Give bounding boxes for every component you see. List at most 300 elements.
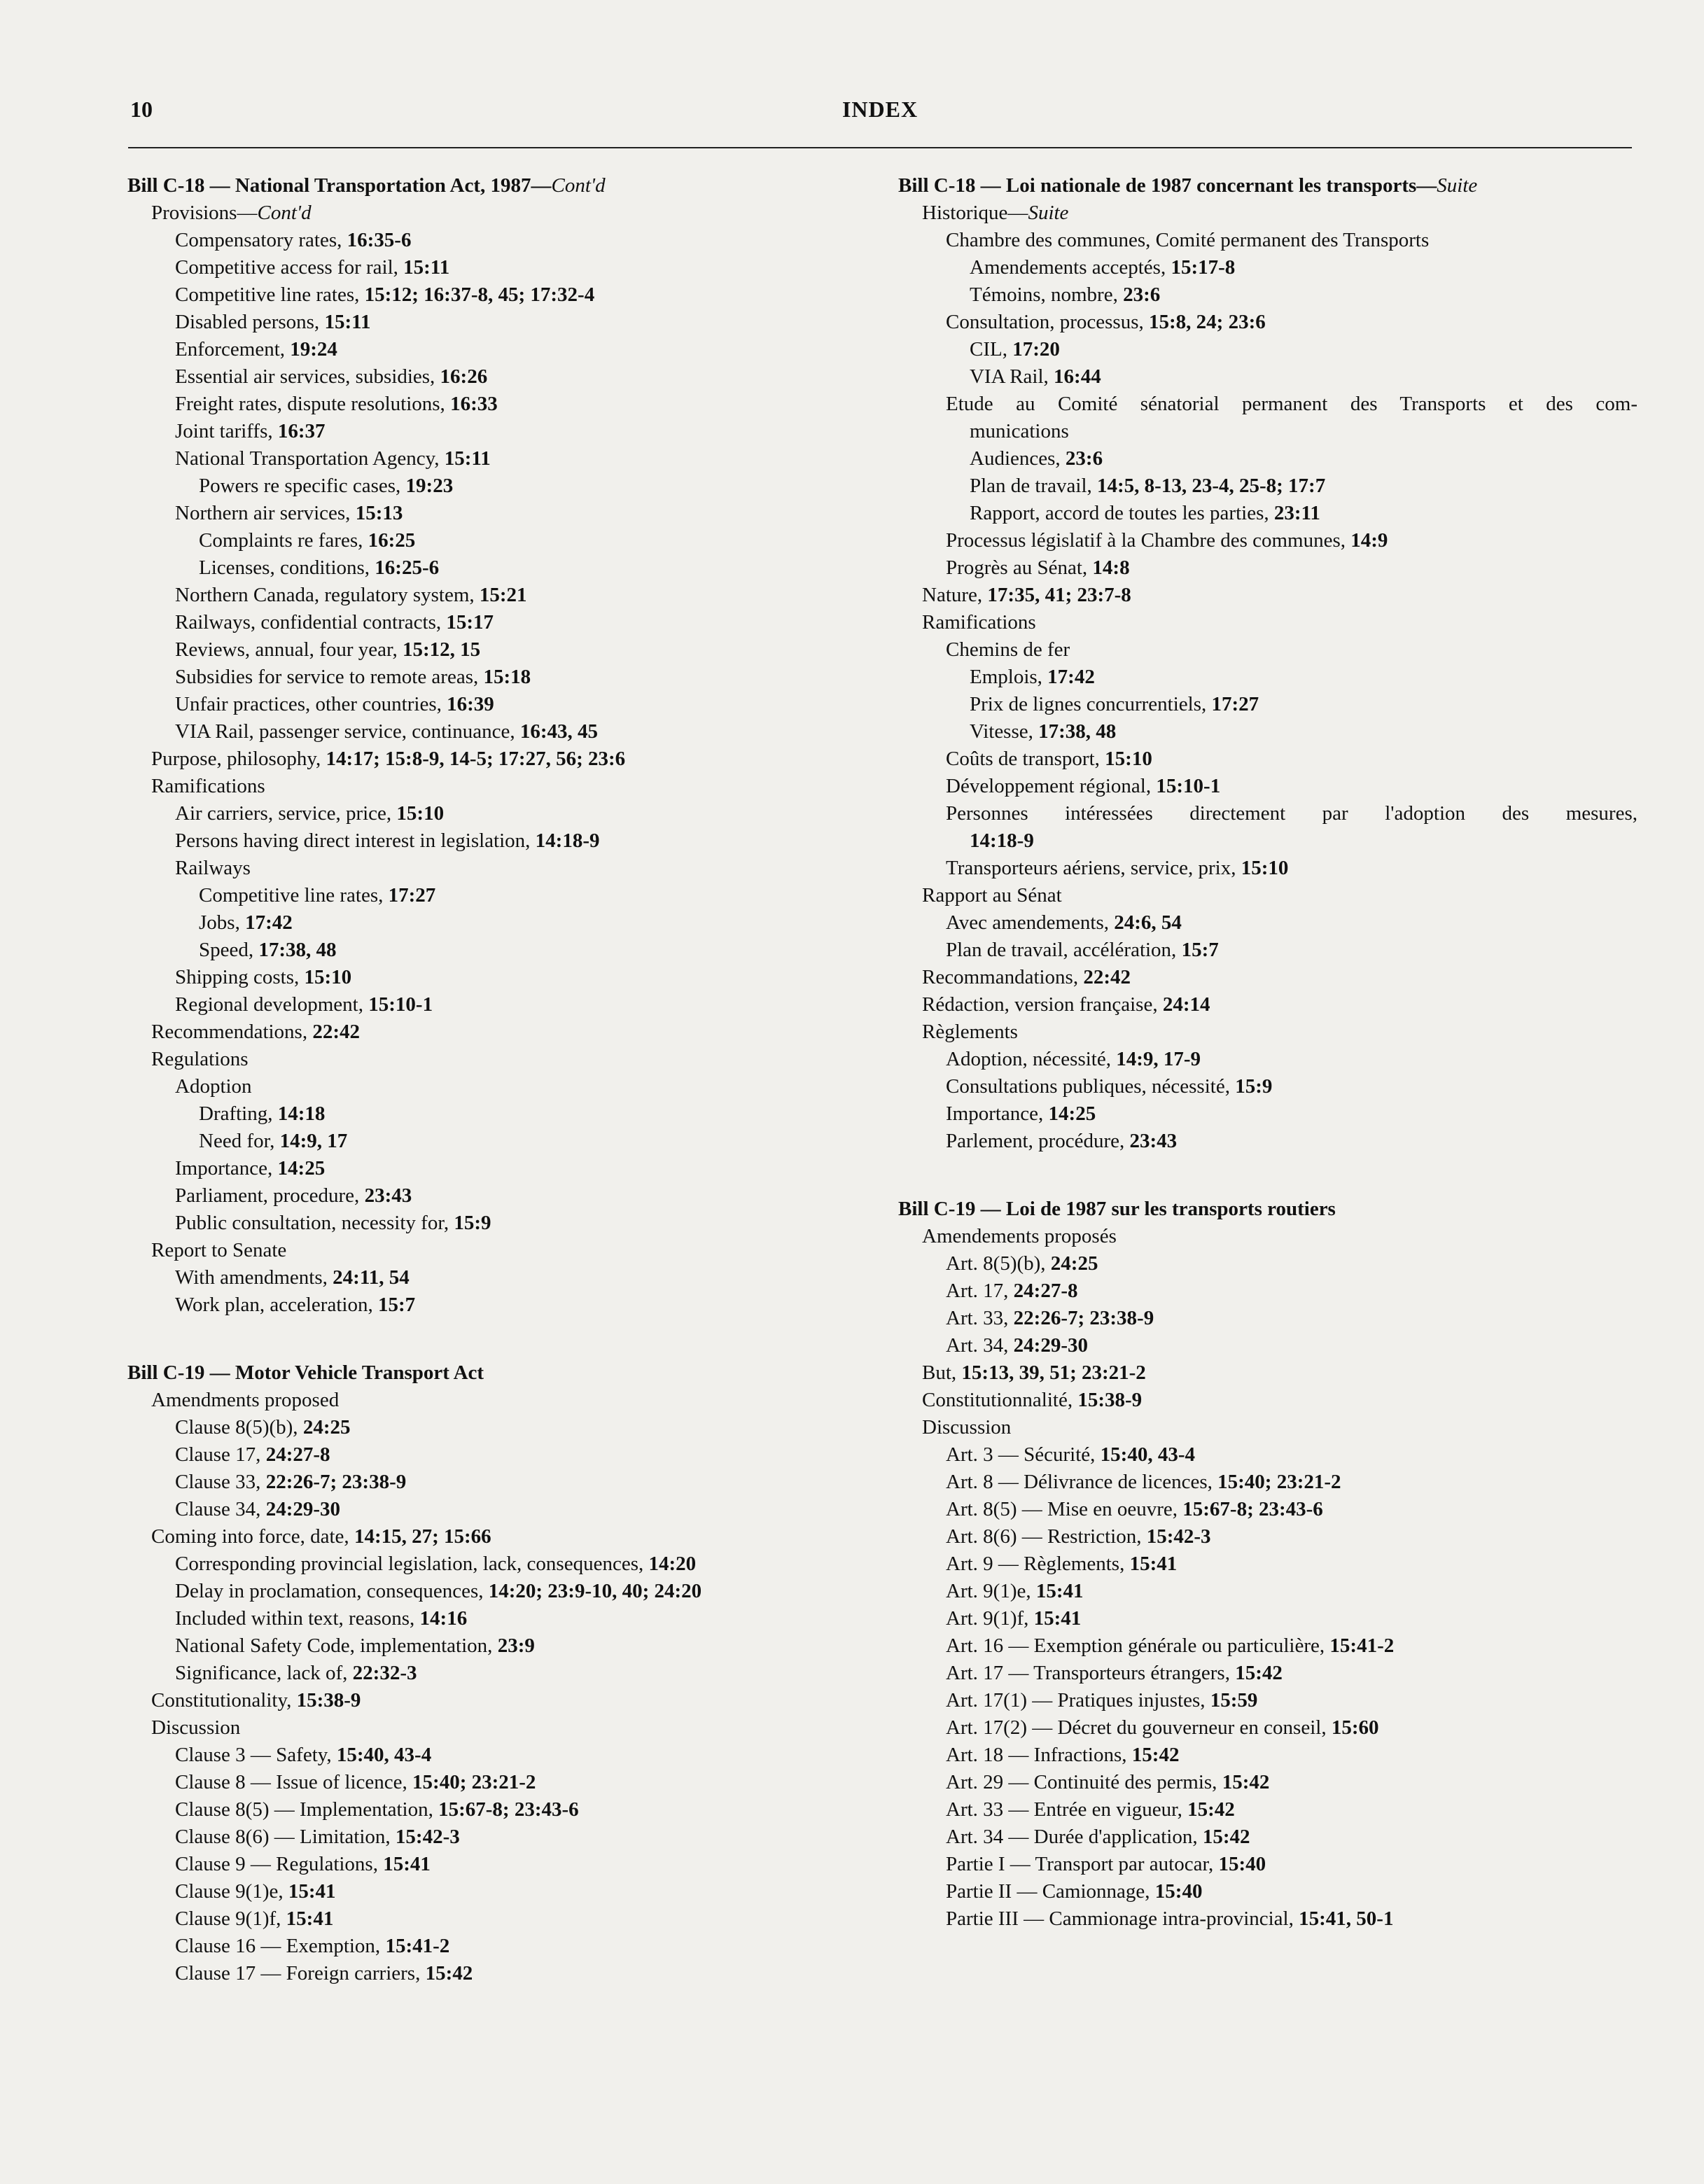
index-entry — [127, 1237, 870, 1264]
entry-term: Recommendations, — [151, 1021, 313, 1043]
entry-term: Joint tariffs, — [175, 420, 278, 442]
index-entry — [898, 882, 1640, 909]
page-reference: 15:8, 24; 23:6 — [1149, 311, 1266, 333]
page-reference: 24:29-30 — [1013, 1334, 1088, 1357]
page-reference: 24:27-8 — [1013, 1280, 1078, 1302]
index-entry — [127, 1960, 870, 1987]
page-reference: 14:9, 17 — [279, 1130, 348, 1152]
index-entry — [898, 1714, 1640, 1742]
page-reference: 15:42 — [1235, 1662, 1283, 1684]
index-entry — [127, 1878, 870, 1905]
index-entry — [898, 1332, 1640, 1359]
entry-term: Rédaction, version française, — [922, 993, 1163, 1016]
page-reference: 17:38, 48 — [1038, 720, 1117, 743]
index-entry — [127, 1018, 870, 1046]
page-reference: 15:40, 43-4 — [1100, 1443, 1195, 1466]
page-reference: 14:25 — [1048, 1102, 1096, 1125]
index-entry — [127, 227, 870, 254]
page-reference: 15:42 — [1131, 1744, 1180, 1766]
entry-term: Delay in proclamation, consequences, — [175, 1580, 489, 1602]
page-reference: 24:6, 54 — [1114, 911, 1182, 934]
index-entry — [127, 1100, 870, 1128]
index-entry — [898, 964, 1640, 991]
index-entry — [127, 200, 870, 227]
entry-term: Nature, — [922, 584, 988, 606]
page-reference: 22:26-7; 23:38-9 — [265, 1471, 407, 1493]
entry-term: Purpose, philosophy, — [151, 748, 326, 770]
entry-term: But, — [922, 1362, 962, 1384]
index-entry — [898, 1278, 1640, 1305]
entry-term: Développement régional, — [946, 775, 1157, 797]
index-entry — [127, 1469, 870, 1496]
page-reference: 16:39 — [447, 693, 494, 715]
entry-term: Etude au Comité sénatorial permanent des Transports et des com- — [946, 393, 1637, 415]
page-reference: 15:13, 39, 51; 23:21-2 — [961, 1362, 1146, 1384]
index-entry — [127, 309, 870, 336]
entry-term: Transporteurs aériens, service, prix, — [946, 857, 1241, 879]
index-entry — [127, 1742, 870, 1769]
page-reference: 15:10 — [396, 802, 445, 825]
page-reference: 24:27-8 — [265, 1443, 330, 1466]
entry-term: Avec amendements, — [946, 911, 1115, 934]
entry-term: CIL, — [970, 338, 1013, 360]
index-entry — [127, 281, 870, 309]
entry-term: Ramifications — [922, 611, 1036, 634]
index-entry — [898, 336, 1640, 363]
page-reference: 17:20 — [1012, 338, 1060, 360]
continued-label: Cont'd — [551, 174, 606, 197]
entry-term: Jobs, — [199, 911, 246, 934]
index-entry — [898, 827, 1640, 855]
entry-term: Included within text, reasons, — [175, 1607, 420, 1630]
left-index-column — [127, 172, 870, 1987]
index-entry — [127, 1414, 870, 1441]
index-entry — [898, 1250, 1640, 1278]
entry-term: Work plan, acceleration, — [175, 1294, 378, 1316]
index-entry — [127, 472, 870, 500]
page-reference: 15:59 — [1210, 1689, 1258, 1712]
entry-term: Audiences, — [970, 447, 1066, 470]
index-entry — [898, 418, 1640, 445]
page-reference: 22:32-3 — [352, 1662, 417, 1684]
entry-term: Corresponding provincial legislation, lack, consequences, — [175, 1553, 649, 1575]
page-reference: 15:17 — [446, 611, 494, 634]
index-entry — [898, 1223, 1640, 1250]
index-entry — [127, 418, 870, 445]
entry-term: Art. 18 — Infractions, — [946, 1744, 1132, 1766]
entry-term: Prix de lignes concurrentiels, — [970, 693, 1212, 715]
entry-term: Subsidies for service to remote areas, — [175, 666, 484, 688]
page-reference: 19:23 — [405, 475, 454, 497]
entry-term: Clause 8(6) — Limitation, — [175, 1826, 396, 1848]
entry-term: Rapport, accord de toutes les parties, — [970, 502, 1274, 524]
page-reference: 15:60 — [1331, 1716, 1379, 1739]
entry-term: Clause 8(5)(b), — [175, 1416, 303, 1438]
index-entry — [127, 855, 870, 882]
entry-term: Clause 3 — Safety, — [175, 1744, 337, 1766]
index-entry — [898, 1523, 1640, 1550]
bill-title: Bill C-19 — Loi de 1987 sur les transports routiers — [898, 1198, 1336, 1220]
entry-term: Regulations — [151, 1048, 249, 1070]
page-reference: 24:25 — [302, 1416, 351, 1438]
index-entry — [127, 445, 870, 472]
index-entry — [127, 554, 870, 582]
entry-term: Clause 9(1)e, — [175, 1880, 288, 1903]
index-entry — [127, 1496, 870, 1523]
page-reference: 15:9 — [1235, 1075, 1273, 1098]
page-reference: 15:41-2 — [385, 1935, 450, 1957]
entry-term: Adoption, nécessité, — [946, 1048, 1117, 1070]
entry-term: Clause 33, — [175, 1471, 266, 1493]
page-reference: 14:15, 27; 15:66 — [354, 1525, 491, 1548]
entry-term: Need for, — [199, 1130, 280, 1152]
index-entry — [127, 500, 870, 527]
page-reference: 24:29-30 — [265, 1498, 341, 1520]
index-entry — [127, 1550, 870, 1578]
index-entry — [898, 1550, 1640, 1578]
page-reference: 16:43, 45 — [519, 720, 599, 743]
page-reference: 15:17-8 — [1171, 256, 1236, 279]
page-reference: 15:10-1 — [368, 993, 433, 1016]
index-entry — [898, 1046, 1640, 1073]
entry-term: Complaints re fares, — [199, 529, 368, 552]
entry-term: Consultation, processus, — [946, 311, 1149, 333]
page-reference: 15:41, 50-1 — [1299, 1907, 1394, 1930]
continued-label: Cont'd — [257, 202, 312, 224]
continued-label: Suite — [1028, 202, 1069, 224]
section-gap — [127, 1319, 870, 1359]
entry-term: Importance, — [946, 1102, 1049, 1125]
section-gap — [898, 1155, 1640, 1196]
entry-term: Partie III — Cammionage intra-provincial, — [946, 1907, 1299, 1930]
entry-term: Art. 9(1)e, — [946, 1580, 1036, 1602]
index-entry — [898, 746, 1640, 773]
index-entry — [898, 363, 1640, 391]
page-reference: 14:8 — [1092, 556, 1130, 579]
entry-term: Art. 29 — Continuité des permis, — [946, 1771, 1222, 1793]
entry-term: Clause 17 — Foreign carriers, — [175, 1962, 426, 1984]
page-reference: 23:9 — [497, 1634, 535, 1657]
index-entry — [127, 1210, 870, 1237]
bill-title: Bill C-18 — National Transportation Act, 1987— — [127, 174, 552, 197]
page-reference: 15:42 — [1222, 1771, 1270, 1793]
page-reference: 24:11, 54 — [333, 1266, 410, 1289]
entry-term: Recommandations, — [922, 966, 1084, 988]
entry-term: Shipping costs, — [175, 966, 305, 988]
page-reference: 16:37 — [277, 420, 326, 442]
page-reference: 15:40; 23:21-2 — [412, 1771, 536, 1793]
page-reference: 14:9 — [1350, 529, 1388, 552]
page-reference: 15:42-3 — [395, 1826, 460, 1848]
entry-term: Air carriers, service, price, — [175, 802, 397, 825]
page-reference: 16:33 — [450, 393, 498, 415]
entry-term: Progrès au Sénat, — [946, 556, 1093, 579]
entry-term: Consultations publiques, nécessité, — [946, 1075, 1236, 1098]
page-reference: 24:25 — [1050, 1252, 1098, 1275]
entry-term: Clause 9(1)f, — [175, 1907, 286, 1930]
index-entry — [127, 1796, 870, 1823]
entry-term: Art. 8 — Délivrance de licences, — [946, 1471, 1218, 1493]
page-reference: 15:7 — [377, 1294, 416, 1316]
index-entry — [127, 1632, 870, 1660]
index-entry — [127, 1264, 870, 1292]
index-entry — [127, 964, 870, 991]
page-reference: 16:35-6 — [347, 229, 412, 251]
page-reference: 15:11 — [324, 311, 371, 333]
index-entry — [127, 1933, 870, 1960]
page-reference: 15:11 — [403, 256, 450, 279]
page-reference: 15:41 — [1129, 1553, 1178, 1575]
entry-term: Clause 9 — Regulations, — [175, 1853, 384, 1875]
page-reference: 17:35, 41; 23:7-8 — [987, 584, 1131, 606]
page-reference: 16:44 — [1054, 365, 1101, 388]
entry-term: Northern Canada, regulatory system, — [175, 584, 480, 606]
entry-term: Clause 8 — Issue of licence, — [175, 1771, 413, 1793]
page-reference: 17:38, 48 — [258, 939, 337, 961]
page-reference: 15:41 — [1035, 1580, 1084, 1602]
index-entry — [898, 1414, 1640, 1441]
index-entry — [898, 718, 1640, 746]
entry-term: Constitutionality, — [151, 1689, 297, 1712]
page-reference: 23:6 — [1065, 447, 1103, 470]
page-reference: 15:11 — [444, 447, 491, 470]
entry-term: munications — [970, 420, 1069, 442]
index-entry — [127, 1441, 870, 1469]
entry-term: Art. 3 — Sécurité, — [946, 1443, 1101, 1466]
page-reference: 23:43 — [364, 1184, 412, 1207]
index-entry — [127, 363, 870, 391]
index-entry — [898, 472, 1640, 500]
entry-term: Plan de travail, — [970, 475, 1098, 497]
entry-term: Art. 9(1)f, — [946, 1607, 1034, 1630]
entry-term: Constitutionnalité, — [922, 1389, 1078, 1411]
page-reference: 15:12, 15 — [402, 638, 481, 661]
page-reference: 15:42 — [1187, 1798, 1235, 1821]
index-entry — [898, 527, 1640, 554]
entry-term: Unfair practices, other countries, — [175, 693, 447, 715]
page-reference: 15:41 — [383, 1853, 431, 1875]
index-entry — [898, 773, 1640, 800]
page-reference: 22:26-7; 23:38-9 — [1013, 1307, 1154, 1329]
index-entry — [127, 882, 870, 909]
index-entry — [898, 1660, 1640, 1687]
index-entry — [127, 527, 870, 554]
page-reference: 22:42 — [312, 1021, 361, 1043]
entry-term: National Safety Code, implementation, — [175, 1634, 498, 1657]
entry-term: Competitive line rates, — [199, 884, 389, 906]
page-reference: 14:18-9 — [535, 830, 600, 852]
index-entry — [898, 1632, 1640, 1660]
entry-term: Art. 33 — Entrée en vigueur, — [946, 1798, 1188, 1821]
index-entry — [898, 1441, 1640, 1469]
page-header — [130, 97, 1630, 127]
entry-term: Processus législatif à la Chambre des communes, — [946, 529, 1351, 552]
index-entry — [127, 1578, 870, 1605]
entry-term: Chemins de fer — [946, 638, 1070, 661]
page-reference: 17:27 — [1211, 693, 1259, 715]
bill-heading — [127, 172, 870, 200]
index-entry — [127, 609, 870, 636]
entry-term: Partie II — Camionnage, — [946, 1880, 1155, 1903]
entry-term: Persons having direct interest in legislation, — [175, 830, 536, 852]
continued-label: Suite — [1437, 174, 1478, 197]
entry-term: Discussion — [922, 1416, 1012, 1438]
page-reference: 14:17; 15:8-9, 14-5; 17:27, 56; 23:6 — [326, 748, 626, 770]
index-entry — [898, 445, 1640, 472]
index-entry — [898, 1018, 1640, 1046]
page-reference: 15:38-9 — [296, 1689, 361, 1712]
page-reference: 17:42 — [245, 911, 293, 934]
index-entry — [127, 1073, 870, 1100]
page-reference: 14:9, 17-9 — [1116, 1048, 1201, 1070]
entry-term: Art. 8(5) — Mise en oeuvre, — [946, 1498, 1183, 1520]
entry-term: Parlement, procédure, — [946, 1130, 1130, 1152]
index-entry — [898, 391, 1640, 418]
entry-term: Rapport au Sénat — [922, 884, 1062, 906]
index-entry — [127, 1046, 870, 1073]
entry-term: Licenses, conditions, — [199, 556, 375, 579]
index-entry — [898, 636, 1640, 664]
page-reference: 14:20 — [648, 1553, 697, 1575]
index-entry — [898, 800, 1640, 827]
page-reference: 17:27 — [388, 884, 436, 906]
bill-heading — [127, 1359, 870, 1387]
index-entry — [898, 1496, 1640, 1523]
index-entry — [127, 909, 870, 937]
index-entry — [898, 1687, 1640, 1714]
entry-term: Clause 8(5) — Implementation, — [175, 1798, 439, 1821]
page-reference: 15:9 — [454, 1212, 491, 1234]
entry-term: Adoption — [175, 1075, 252, 1098]
index-entry — [898, 1851, 1640, 1878]
index-entry — [898, 937, 1640, 964]
entry-term: Clause 34, — [175, 1498, 266, 1520]
page-reference: 15:40 — [1154, 1880, 1203, 1903]
index-entry — [898, 855, 1640, 882]
index-entry — [898, 1578, 1640, 1605]
entry-term: Northern air services, — [175, 502, 356, 524]
entry-term: Art. 8(6) — Restriction, — [946, 1525, 1147, 1548]
entry-term: Amendements proposés — [922, 1225, 1117, 1247]
index-entry — [898, 200, 1640, 227]
index-entry — [898, 1742, 1640, 1769]
entry-term: Freight rates, dispute resolutions, — [175, 393, 451, 415]
index-entry — [127, 1714, 870, 1742]
page-reference: 15:40; 23:21-2 — [1217, 1471, 1341, 1493]
page-reference: 15:41-2 — [1329, 1634, 1395, 1657]
index-entry — [127, 937, 870, 964]
index-entry — [898, 281, 1640, 309]
index-entry — [127, 800, 870, 827]
page-reference: 14:25 — [277, 1157, 326, 1180]
page-reference: 15:40 — [1218, 1853, 1266, 1875]
index-entry — [898, 1796, 1640, 1823]
page-reference: 14:5, 8-13, 23-4, 25-8; 17:7 — [1097, 475, 1326, 497]
page-reference: 16:25 — [368, 529, 416, 552]
page-reference: 15:7 — [1181, 939, 1219, 961]
page-reference: 15:40, 43-4 — [336, 1744, 432, 1766]
page-reference: 15:41 — [288, 1880, 336, 1903]
bill-title: Bill C-18 — Loi nationale de 1987 concernant les transports— — [898, 174, 1437, 197]
entry-term: Report to Senate — [151, 1239, 287, 1261]
index-entry — [127, 691, 870, 718]
page-reference: 15:42 — [425, 1962, 473, 1984]
index-entry — [898, 1769, 1640, 1796]
index-entry — [127, 1823, 870, 1851]
entry-term: Art. 17, — [946, 1280, 1014, 1302]
entry-term: Partie I — Transport par autocar, — [946, 1853, 1219, 1875]
entry-term: Railways, confidential contracts, — [175, 611, 447, 634]
index-entry — [127, 664, 870, 691]
entry-term: Railways — [175, 857, 251, 879]
index-entry — [898, 500, 1640, 527]
entry-term: Plan de travail, accélération, — [946, 939, 1182, 961]
bill-heading — [898, 172, 1640, 200]
index-entry — [898, 909, 1640, 937]
page-reference: 15:38-9 — [1077, 1389, 1143, 1411]
index-entry — [127, 1128, 870, 1155]
page-reference: 16:25-6 — [375, 556, 440, 579]
page-reference: 15:10-1 — [1156, 775, 1221, 797]
entry-term: Art. 34 — Durée d'application, — [946, 1826, 1203, 1848]
page-reference: 15:42-3 — [1146, 1525, 1211, 1548]
page-number: 10 — [130, 97, 153, 122]
entry-term: Ramifications — [151, 775, 265, 797]
entry-term: Art. 8(5)(b), — [946, 1252, 1051, 1275]
page-reference: 19:24 — [290, 338, 337, 360]
page-reference: 14:18-9 — [970, 830, 1034, 852]
page-reference: 14:20; 23:9-10, 40; 24:20 — [488, 1580, 702, 1602]
entry-term: Importance, — [175, 1157, 278, 1180]
index-entry — [127, 773, 870, 800]
index-entry — [898, 1305, 1640, 1332]
entry-term: Provisions— — [151, 202, 258, 224]
page-reference: 23:11 — [1273, 502, 1320, 524]
entry-term: Amendements acceptés, — [970, 256, 1171, 279]
page-reference: 23:6 — [1123, 284, 1161, 306]
entry-term: Powers re specific cases, — [199, 475, 406, 497]
entry-term: Significance, lack of, — [175, 1662, 353, 1684]
entry-term: Clause 16 — Exemption, — [175, 1935, 386, 1957]
page-reference: 24:14 — [1162, 993, 1210, 1016]
entry-term: Emplois, — [970, 666, 1048, 688]
index-entry — [898, 227, 1640, 254]
entry-term: Chambre des communes, Comité permanent des Transports — [946, 229, 1430, 251]
entry-term: Competitive line rates, — [175, 284, 365, 306]
index-entry — [127, 1182, 870, 1210]
entry-term: VIA Rail, — [970, 365, 1054, 388]
index-entry — [898, 1605, 1640, 1632]
page-reference: 15:10 — [1105, 748, 1152, 770]
entry-term: Compensatory rates, — [175, 229, 347, 251]
index-entry — [127, 718, 870, 746]
entry-term: VIA Rail, passenger service, continuance, — [175, 720, 520, 743]
entry-term: Historique— — [922, 202, 1028, 224]
index-entry — [898, 309, 1640, 336]
entry-term: Discussion — [151, 1716, 241, 1739]
index-entry — [127, 827, 870, 855]
entry-term: National Transportation Agency, — [175, 447, 445, 470]
page-reference: 17:42 — [1047, 666, 1095, 688]
entry-term: Disabled persons, — [175, 311, 325, 333]
page-reference: 14:18 — [277, 1102, 326, 1125]
page-reference: 15:12; 16:37-8, 45; 17:32-4 — [364, 284, 595, 306]
entry-term: With amendments, — [175, 1266, 333, 1289]
index-entry — [127, 746, 870, 773]
bill-heading — [898, 1196, 1640, 1223]
index-entry — [127, 582, 870, 609]
entry-term: Coming into force, date, — [151, 1525, 354, 1548]
